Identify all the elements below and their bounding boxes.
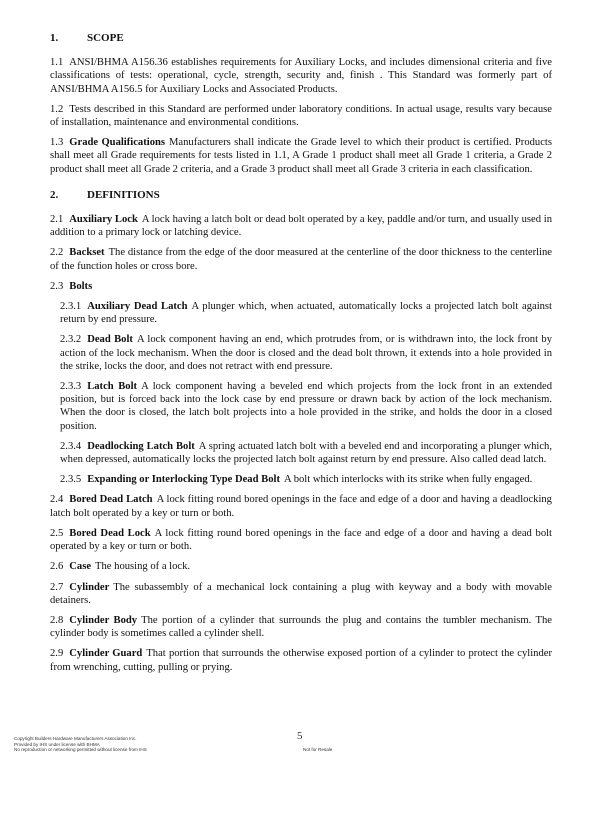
clause-text: A lock fitting round bored openings in the face and edge of a door and having a deadlocking latch bolt operated by a key or turn or both. (50, 494, 552, 519)
defined-term: Cylinder Guard (69, 648, 143, 660)
clause-text: ANSI/BHMA A156.36 establishes requirements for Auxiliary Locks, and includes dimensional criteria and five classifications of tests: operational, cycle, strength, security and, finish . This Standard was formerly part of ANSI/BHMA A156.5 for Auxiliary Locks and Associated Products. (50, 57, 552, 95)
defined-term: Dead Bolt (87, 334, 133, 346)
clause-number: 2.7 (50, 581, 64, 593)
clause-number: 2.4 (50, 494, 64, 506)
clause-text: A plunger which, when actuated, automatically locks a projected latch bolt against return by end pressure. (60, 301, 552, 326)
clause-number: 2.2 (50, 247, 64, 259)
clause-text: Tests described in this Standard are performed under laboratory conditions. In actual usage, results vary because of installation, maintenance and environmental conditions. (50, 103, 552, 129)
resale-notice: Not for Resale (303, 747, 333, 752)
section-number: 2. (50, 188, 59, 201)
paragraph (50, 440, 552, 466)
defined-term: Cylinder (69, 581, 110, 593)
section-title: SCOPE (87, 32, 124, 44)
paragraph (50, 333, 552, 373)
clause-text: A lock component having a beveled end which projects from the lock front in an extended position, but is forced back into the lock case by end pressure or drawn back by action of the lock mechanism. When the door is closed, the latch bolt projects into a hole provided in the strike, and holds the door in a closed position. (60, 381, 553, 432)
paragraph (50, 300, 552, 326)
license-line: Provided by IHS under license with BHMA (14, 741, 100, 747)
clause-text: That portion that surrounds the otherwise exposed portion of a cylinder to protect the cylinder from wrenching, cutting, pulling or prying. (50, 648, 552, 673)
section-1-paragraphs (50, 56, 552, 176)
defined-term: Bored Dead Lock (69, 527, 151, 539)
section-title: DEFINITIONS (87, 188, 160, 201)
copyright-line: Copyright Builders Hardware Manufacturers Association Inc. (14, 736, 137, 741)
clause-number: 2.3.3 (60, 381, 82, 393)
defined-term: Grade Qualifications (69, 137, 166, 149)
clause-number: 1.1 (50, 57, 64, 69)
paragraph (50, 103, 552, 129)
defined-term: Auxiliary Lock (69, 214, 138, 226)
paragraph (50, 56, 552, 96)
clause-text: A lock fitting round bored openings in the face and edge of a door and having a dead bolt operated by a key or turn or both. (50, 527, 553, 553)
defined-term: Expanding or Interlocking Type Dead Bolt (87, 474, 280, 486)
defined-term: Auxiliary Dead Latch (87, 301, 188, 313)
clause-number: 2.5 (50, 527, 64, 539)
document-body (50, 32, 552, 681)
copyright-notice (14, 736, 214, 753)
clause-text: A spring actuated latch bolt with a beveled end and incorporating a plunger which, when depressed, automatically locks the projected latch bolt against return by end pressure. Also called dead latch. (60, 440, 552, 466)
reproduction-line: No reproduction or networking permitted without license from IHS (14, 747, 147, 753)
defined-term: Bored Dead Latch (69, 494, 153, 506)
paragraph (50, 213, 552, 239)
defined-term: Case (69, 561, 92, 573)
clause-text: The housing of a lock. (95, 561, 191, 573)
clause-text: The subassembly of a mechanical lock containing a plug with keyway and a body with movable detainers. (50, 581, 552, 606)
clause-text: A lock having a latch bolt or dead bolt operated by a key, paddle and/or turn, and usually used in addition to a primary lock or latching device. (50, 214, 552, 239)
paragraph (50, 380, 552, 433)
defined-term: Deadlocking Latch Bolt (87, 440, 195, 452)
clause-number: 2.1 (50, 214, 64, 226)
paragraph (50, 473, 552, 486)
clause-text: A lock component having an end, which protrudes from, or is withdrawn into, the lock front by action of the lock mechanism. When the door is closed and the dead bolt thrown, it extends into a hole provided in the strike, locks the door, and does not retract with end pressure. (60, 334, 552, 372)
section-number: 1. (50, 32, 59, 44)
paragraph (50, 527, 552, 553)
page-number: 5 (297, 730, 303, 742)
paragraph (50, 614, 552, 640)
clause-number: 2.8 (50, 614, 64, 626)
paragraph (50, 647, 552, 673)
clause-number: 2.6 (50, 561, 64, 573)
paragraph (50, 136, 552, 176)
clause-number: 2.3.4 (60, 440, 82, 452)
paragraph (50, 246, 552, 272)
paragraph (50, 560, 552, 573)
paragraph (50, 581, 552, 607)
clause-text: The portion of a cylinder that surrounds the plug and contains the tumbler mechanism. The cylinder body is sometimes called a cylinder shell. (50, 614, 553, 640)
clause-number: 2.3.1 (60, 301, 82, 313)
clause-text: A bolt which interlocks with its strike when fully engaged. (283, 474, 533, 486)
defined-term: Latch Bolt (87, 381, 138, 393)
section-2-paragraphs (50, 213, 552, 674)
defined-term: Backset (69, 247, 105, 259)
clause-number: 2.3.2 (60, 334, 82, 346)
clause-number: 2.3.5 (60, 474, 82, 486)
clause-text: Manufacturers shall indicate the Grade level to which their product is certified. Products shall meet all Grade requirements for tests listed in 1.1, A Grade 1 product shall meet all Grade 1 criteria, a Grade 2 product shall meet all Grade 2 criteria, and a Grade 3 product shall meet all Grade 3 criteria in each classification. (50, 137, 552, 175)
section-2-heading (50, 189, 552, 202)
clause-number: 1.3 (50, 137, 64, 149)
clause-number: 2.9 (50, 648, 64, 660)
defined-term: Bolts (69, 280, 93, 292)
section-1-heading (50, 32, 552, 45)
clause-number: 1.2 (50, 103, 64, 115)
clause-text: The distance from the edge of the door measured at the centerline of the door thickness to the centerline of the function holes or cross bore. (50, 247, 552, 272)
clause-number: 2.3 (50, 280, 64, 292)
paragraph (50, 280, 552, 293)
paragraph (50, 493, 552, 519)
defined-term: Cylinder Body (69, 614, 138, 626)
